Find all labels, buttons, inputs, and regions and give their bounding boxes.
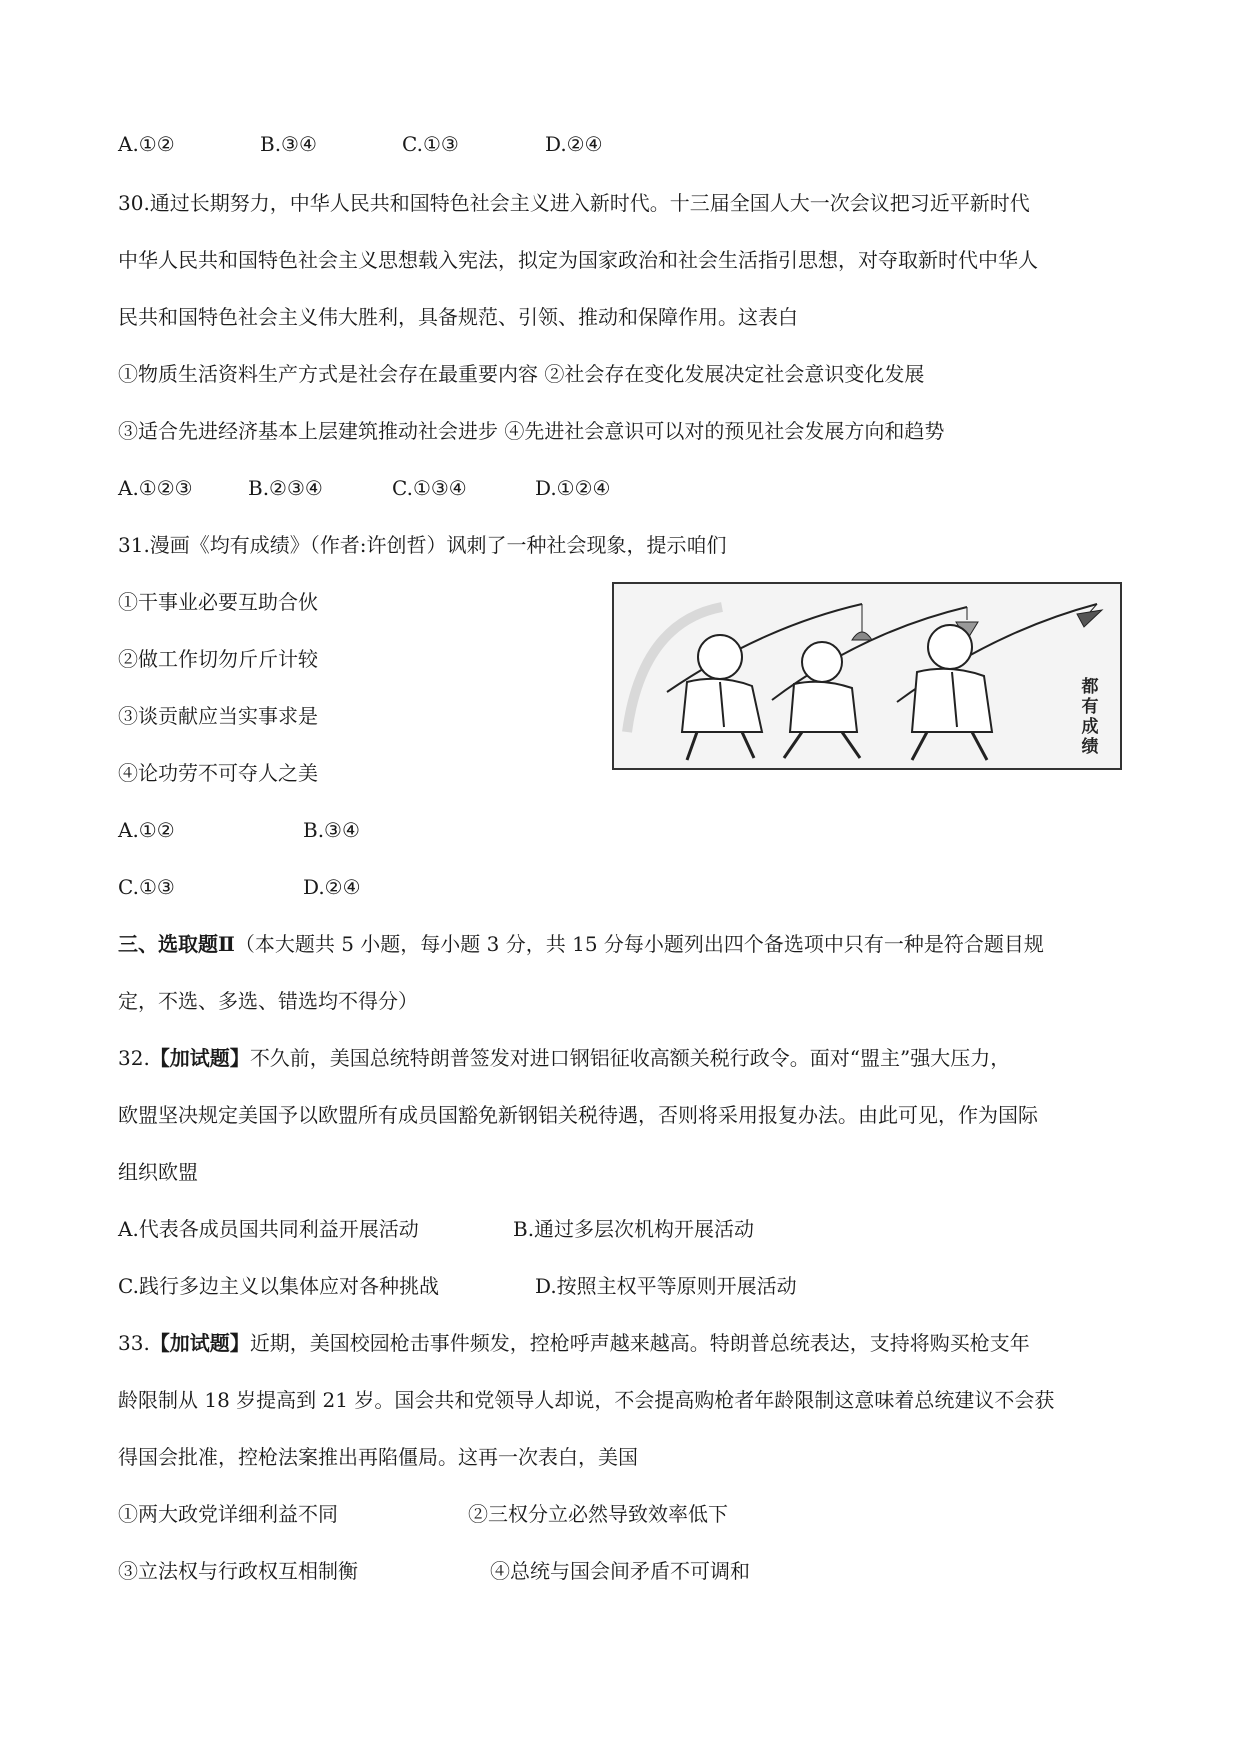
q30-option-c: C.①③④ (392, 476, 467, 500)
q29-option-a: A.①② (118, 132, 175, 156)
q31-cartoon-image (612, 582, 1122, 770)
q32-option-b: B.通过多层次机构开展活动 (513, 1217, 755, 1241)
q29-option-c: C.①③ (402, 132, 459, 156)
q31-statement-1: ①干事业必要互助合伙 (118, 590, 318, 614)
q30-option-d: D.①②④ (535, 476, 611, 500)
q33-statement-1: ①两大政党详细利益不同 (118, 1502, 338, 1526)
q32-line-3: 组织欧盟 (118, 1160, 198, 1184)
q31-statement-4: ④论功劳不可夺人之美 (118, 761, 318, 785)
q29-option-d: D.②④ (545, 132, 603, 156)
q33-text-1: 近期，美国校园枪击事件频发，控枪呼声越来越高。特朗普总统表达，支持将购买枪支年 (249, 1331, 1030, 1355)
q29-option-b: B.③④ (260, 132, 317, 156)
q32-line-1 (118, 1044, 1010, 1072)
cartoon-caption-3: 成 (1081, 717, 1099, 737)
q30-stem-line-3: 民共和国特色社会主义伟大胜利，具备规范、引领、推动和保障作用。这表白 (118, 305, 798, 329)
q33-statement-4: ④总统与国会间矛盾不可调和 (490, 1559, 750, 1583)
q33-line-3: 得国会批准，控枪法案推出再陷僵局。这再一次表白，美国 (118, 1445, 638, 1469)
section-3-heading-line (118, 930, 1044, 958)
q32-tag: 【加试题】 (149, 1046, 250, 1070)
q30-option-a: A.①②③ (118, 476, 193, 500)
q30-stem-line-1: 30.通过长期努力，中华人民共和国特色社会主义进入新时代。十三届全国人大一次会议把习近平新时代 (118, 191, 1030, 215)
q30-option-b: B.②③④ (248, 476, 323, 500)
q31-statement-3: ③谈贡献应当实事求是 (118, 704, 318, 728)
section-3-title: 三、选取题Ⅱ (118, 932, 235, 956)
q30-statement-line-1: ①物质生活资料生产方式是社会存在最重要内容 ②社会存在变化发展决定社会意识变化发展 (118, 362, 925, 386)
q33-tag: 【加试题】 (149, 1331, 250, 1355)
q31-stem: 31.漫画《均有成绩》（作者:许创哲）讽刺了一种社会现象，提示咱们 (118, 533, 727, 557)
q33-statement-2: ②三权分立必然导致效率低下 (468, 1502, 728, 1526)
q31-option-b: B.③④ (303, 818, 360, 842)
q30-stem-line-2: 中华人民共和国特色社会主义思想载入宪法，拟定为国家政治和社会生活指引思想，对夺取新时代中华人 (118, 248, 1038, 272)
q32-line-2: 欧盟坚决规定美国予以欧盟所有成员国豁免新钢铝关税待遇，否则将采用报复办法。由此可见，作为国际 (118, 1103, 1038, 1127)
q32-option-c: C.践行多边主义以集体应对各种挑战 (118, 1274, 439, 1298)
q31-option-d: D.②④ (303, 875, 361, 899)
q33-line-2: 龄限制从 18 岁提高到 21 岁。国会共和党领导人却说，不会提高购枪者年龄限制这意味着总统建议不会获 (118, 1388, 1055, 1412)
q32-number: 32. (118, 1046, 150, 1070)
q31-statement-2: ②做工作切勿斤斤计较 (118, 647, 318, 671)
q33-number: 33. (118, 1331, 150, 1355)
section-3-desc-2: 定，不选、多选、错选均不得分） (118, 989, 418, 1013)
cartoon-caption-4: 绩 (1081, 737, 1099, 757)
q31-option-c: C.①③ (118, 875, 175, 899)
section-3-desc-1: （本大题共 5 小题，每小题 3 分，共 15 分每小题列出四个备选项中只有一种是符合题目规 (234, 932, 1044, 956)
q32-option-d: D.按照主权平等原则开展活动 (535, 1274, 797, 1298)
q33-line-1 (118, 1329, 1030, 1357)
cartoon-caption-1: 都 (1081, 677, 1099, 697)
q31-option-a: A.①② (118, 818, 175, 842)
q33-statement-3: ③立法权与行政权互相制衡 (118, 1559, 358, 1583)
q32-option-a: A.代表各成员国共同利益开展活动 (118, 1217, 419, 1241)
cartoon-caption-2: 有 (1081, 697, 1099, 717)
q32-text-1: 不久前，美国总统特朗普签发对进口钢铝征收高额关税行政令。面对“盟主”强大压力， (249, 1046, 1011, 1070)
q30-statement-line-2: ③适合先进经济基本上层建筑推动社会进步 ④先进社会意识可以对的预见社会发展方向和趋势 (118, 419, 945, 443)
